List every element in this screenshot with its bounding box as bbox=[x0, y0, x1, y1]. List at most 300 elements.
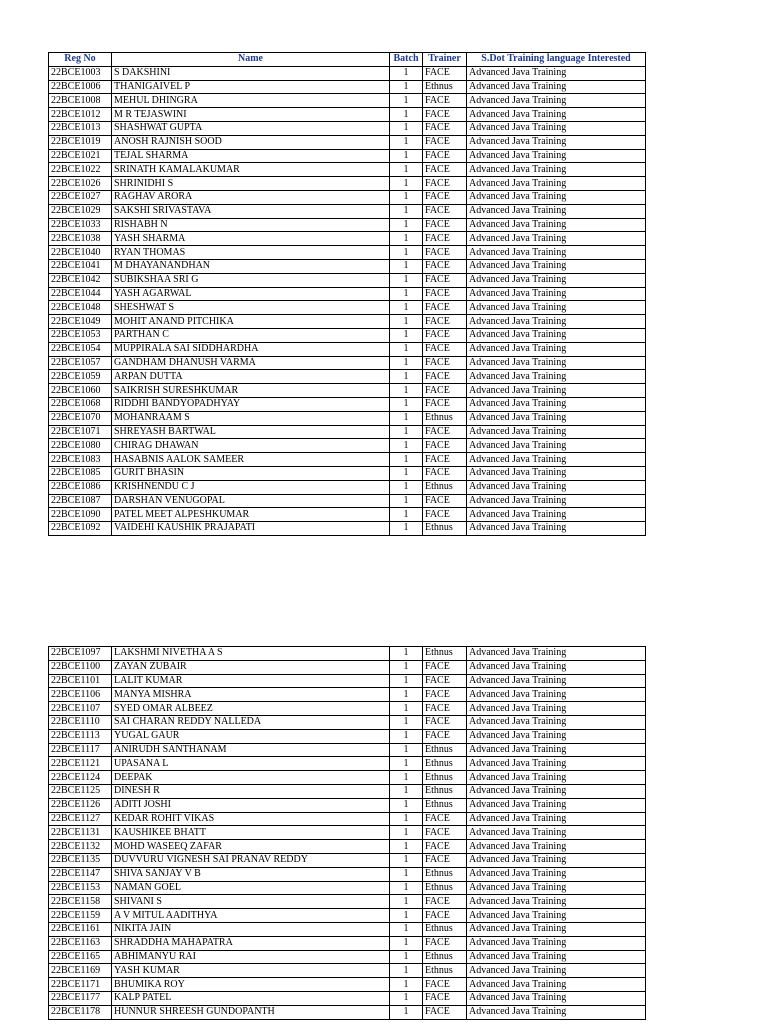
language-cell: Advanced Java Training bbox=[467, 232, 646, 246]
batch-cell: 1 bbox=[390, 397, 423, 411]
batch-cell: 1 bbox=[390, 149, 423, 163]
reg-no-cell: 22BCE1163 bbox=[49, 936, 112, 950]
batch-cell: 1 bbox=[390, 315, 423, 329]
trainer-cell: FACE bbox=[423, 342, 467, 356]
batch-cell: 1 bbox=[390, 135, 423, 149]
name-cell: TEJAL SHARMA bbox=[112, 149, 390, 163]
table-row bbox=[49, 840, 646, 854]
language-cell: Advanced Java Training bbox=[467, 356, 646, 370]
trainer-cell: Ethnus bbox=[423, 881, 467, 895]
language-cell: Advanced Java Training bbox=[467, 867, 646, 881]
name-cell: SHRADDHA MAHAPATRA bbox=[112, 936, 390, 950]
reg-no-cell: 22BCE1080 bbox=[49, 439, 112, 453]
trainer-cell: FACE bbox=[423, 729, 467, 743]
trainer-cell: Ethnus bbox=[423, 647, 467, 661]
reg-no-cell: 22BCE1022 bbox=[49, 163, 112, 177]
trainer-cell: Ethnus bbox=[423, 771, 467, 785]
table-row bbox=[49, 715, 646, 729]
language-cell: Advanced Java Training bbox=[467, 190, 646, 204]
name-cell: ANOSH RAJNISH SOOD bbox=[112, 135, 390, 149]
batch-cell: 1 bbox=[390, 66, 423, 80]
batch-cell: 1 bbox=[390, 466, 423, 480]
name-cell: THANIGAIVEL P bbox=[112, 80, 390, 94]
trainer-cell: FACE bbox=[423, 715, 467, 729]
language-cell: Advanced Java Training bbox=[467, 108, 646, 122]
language-cell: Advanced Java Training bbox=[467, 163, 646, 177]
batch-cell: 1 bbox=[390, 743, 423, 757]
batch-cell: 1 bbox=[390, 867, 423, 881]
reg-no-cell: 22BCE1161 bbox=[49, 922, 112, 936]
name-cell: RAGHAV ARORA bbox=[112, 190, 390, 204]
trainer-cell: FACE bbox=[423, 660, 467, 674]
reg-no-cell: 22BCE1106 bbox=[49, 688, 112, 702]
language-cell: Advanced Java Training bbox=[467, 80, 646, 94]
table-row bbox=[49, 798, 646, 812]
table-row bbox=[49, 370, 646, 384]
language-cell: Advanced Java Training bbox=[467, 480, 646, 494]
batch-cell: 1 bbox=[390, 895, 423, 909]
trainer-cell: Ethnus bbox=[423, 522, 467, 536]
table-row bbox=[49, 978, 646, 992]
batch-cell: 1 bbox=[390, 370, 423, 384]
reg-no-cell: 22BCE1003 bbox=[49, 66, 112, 80]
language-cell: Advanced Java Training bbox=[467, 702, 646, 716]
trainer-cell: FACE bbox=[423, 121, 467, 135]
reg-no-cell: 22BCE1100 bbox=[49, 660, 112, 674]
table-row bbox=[49, 301, 646, 315]
reg-no-cell: 22BCE1044 bbox=[49, 287, 112, 301]
reg-no-cell: 22BCE1127 bbox=[49, 812, 112, 826]
name-cell: M DHAYANANDHAN bbox=[112, 259, 390, 273]
name-cell: DUVVURU VIGNESH SAI PRANAV REDDY bbox=[112, 853, 390, 867]
table-row bbox=[49, 80, 646, 94]
name-cell: RIDDHI BANDYOPADHYAY bbox=[112, 397, 390, 411]
batch-cell: 1 bbox=[390, 425, 423, 439]
name-cell: SHESHWAT S bbox=[112, 301, 390, 315]
language-cell: Advanced Java Training bbox=[467, 715, 646, 729]
batch-cell: 1 bbox=[390, 688, 423, 702]
language-cell: Advanced Java Training bbox=[467, 121, 646, 135]
name-cell: UPASANA L bbox=[112, 757, 390, 771]
batch-cell: 1 bbox=[390, 674, 423, 688]
reg-no-cell: 22BCE1135 bbox=[49, 853, 112, 867]
table-row bbox=[49, 466, 646, 480]
trainer-cell: Ethnus bbox=[423, 784, 467, 798]
reg-no-cell: 22BCE1097 bbox=[49, 647, 112, 661]
table-row bbox=[49, 177, 646, 191]
table-row bbox=[49, 232, 646, 246]
reg-no-cell: 22BCE1126 bbox=[49, 798, 112, 812]
trainer-cell: FACE bbox=[423, 190, 467, 204]
batch-cell: 1 bbox=[390, 909, 423, 923]
name-cell: HUNNUR SHREESH GUNDOPANTH bbox=[112, 1005, 390, 1019]
table-row bbox=[49, 411, 646, 425]
reg-no-cell: 22BCE1042 bbox=[49, 273, 112, 287]
language-cell: Advanced Java Training bbox=[467, 840, 646, 854]
language-cell: Advanced Java Training bbox=[467, 757, 646, 771]
name-cell: CHIRAG DHAWAN bbox=[112, 439, 390, 453]
language-cell: Advanced Java Training bbox=[467, 674, 646, 688]
reg-no-cell: 22BCE1021 bbox=[49, 149, 112, 163]
language-cell: Advanced Java Training bbox=[467, 743, 646, 757]
language-cell: Advanced Java Training bbox=[467, 660, 646, 674]
name-cell: KALP PATEL bbox=[112, 991, 390, 1005]
batch-cell: 1 bbox=[390, 729, 423, 743]
batch-cell: 1 bbox=[390, 798, 423, 812]
reg-no-cell: 22BCE1027 bbox=[49, 190, 112, 204]
language-cell: Advanced Java Training bbox=[467, 909, 646, 923]
reg-no-cell: 22BCE1125 bbox=[49, 784, 112, 798]
language-cell: Advanced Java Training bbox=[467, 204, 646, 218]
table-row bbox=[49, 356, 646, 370]
table-row bbox=[49, 204, 646, 218]
header-trainer: Trainer bbox=[423, 53, 467, 67]
table-row bbox=[49, 163, 646, 177]
name-cell: S DAKSHINI bbox=[112, 66, 390, 80]
header-language: S.Dot Training language Interested bbox=[467, 53, 646, 67]
table-row bbox=[49, 647, 646, 661]
table-row bbox=[49, 991, 646, 1005]
table-row bbox=[49, 384, 646, 398]
training-table-2 bbox=[48, 646, 646, 1020]
language-cell: Advanced Java Training bbox=[467, 466, 646, 480]
trainer-cell: FACE bbox=[423, 397, 467, 411]
language-cell: Advanced Java Training bbox=[467, 950, 646, 964]
language-cell: Advanced Java Training bbox=[467, 315, 646, 329]
reg-no-cell: 22BCE1117 bbox=[49, 743, 112, 757]
table-row bbox=[49, 784, 646, 798]
name-cell: SHASHWAT GUPTA bbox=[112, 121, 390, 135]
reg-no-cell: 22BCE1110 bbox=[49, 715, 112, 729]
language-cell: Advanced Java Training bbox=[467, 978, 646, 992]
table-row bbox=[49, 315, 646, 329]
batch-cell: 1 bbox=[390, 94, 423, 108]
trainer-cell: FACE bbox=[423, 466, 467, 480]
trainer-cell: FACE bbox=[423, 453, 467, 467]
language-cell: Advanced Java Training bbox=[467, 812, 646, 826]
table-row bbox=[49, 522, 646, 536]
language-cell: Advanced Java Training bbox=[467, 66, 646, 80]
name-cell: MUPPIRALA SAI SIDDHARDHA bbox=[112, 342, 390, 356]
batch-cell: 1 bbox=[390, 204, 423, 218]
reg-no-cell: 22BCE1083 bbox=[49, 453, 112, 467]
batch-cell: 1 bbox=[390, 660, 423, 674]
table-row bbox=[49, 853, 646, 867]
reg-no-cell: 22BCE1038 bbox=[49, 232, 112, 246]
reg-no-cell: 22BCE1121 bbox=[49, 757, 112, 771]
language-cell: Advanced Java Training bbox=[467, 853, 646, 867]
name-cell: ANIRUDH SANTHANAM bbox=[112, 743, 390, 757]
trainer-cell: FACE bbox=[423, 674, 467, 688]
batch-cell: 1 bbox=[390, 522, 423, 536]
table-row bbox=[49, 757, 646, 771]
table-row bbox=[49, 453, 646, 467]
name-cell: MOHD WASEEQ ZAFAR bbox=[112, 840, 390, 854]
batch-cell: 1 bbox=[390, 273, 423, 287]
header-batch: Batch bbox=[390, 53, 423, 67]
batch-cell: 1 bbox=[390, 439, 423, 453]
reg-no-cell: 22BCE1159 bbox=[49, 909, 112, 923]
language-cell: Advanced Java Training bbox=[467, 453, 646, 467]
language-cell: Advanced Java Training bbox=[467, 895, 646, 909]
reg-no-cell: 22BCE1090 bbox=[49, 508, 112, 522]
trainer-cell: FACE bbox=[423, 273, 467, 287]
language-cell: Advanced Java Training bbox=[467, 370, 646, 384]
reg-no-cell: 22BCE1086 bbox=[49, 480, 112, 494]
name-cell: MANYA MISHRA bbox=[112, 688, 390, 702]
reg-no-cell: 22BCE1158 bbox=[49, 895, 112, 909]
table-row bbox=[49, 342, 646, 356]
reg-no-cell: 22BCE1107 bbox=[49, 702, 112, 716]
table-row bbox=[49, 328, 646, 342]
name-cell: SRINATH KAMALAKUMAR bbox=[112, 163, 390, 177]
name-cell: LALIT KUMAR bbox=[112, 674, 390, 688]
trainer-cell: FACE bbox=[423, 108, 467, 122]
trainer-cell: FACE bbox=[423, 370, 467, 384]
table-row bbox=[49, 259, 646, 273]
reg-no-cell: 22BCE1171 bbox=[49, 978, 112, 992]
trainer-cell: FACE bbox=[423, 177, 467, 191]
name-cell: DINESH R bbox=[112, 784, 390, 798]
batch-cell: 1 bbox=[390, 232, 423, 246]
table-row bbox=[49, 881, 646, 895]
batch-cell: 1 bbox=[390, 991, 423, 1005]
reg-no-cell: 22BCE1006 bbox=[49, 80, 112, 94]
training-table-1 bbox=[48, 52, 646, 536]
reg-no-cell: 22BCE1054 bbox=[49, 342, 112, 356]
trainer-cell: FACE bbox=[423, 149, 467, 163]
batch-cell: 1 bbox=[390, 840, 423, 854]
name-cell: HASABNIS AALOK SAMEER bbox=[112, 453, 390, 467]
trainer-cell: FACE bbox=[423, 287, 467, 301]
language-cell: Advanced Java Training bbox=[467, 273, 646, 287]
table-row bbox=[49, 950, 646, 964]
reg-no-cell: 22BCE1068 bbox=[49, 397, 112, 411]
batch-cell: 1 bbox=[390, 246, 423, 260]
batch-cell: 1 bbox=[390, 812, 423, 826]
trainer-cell: FACE bbox=[423, 1005, 467, 1019]
table-row bbox=[49, 439, 646, 453]
name-cell: YASH KUMAR bbox=[112, 964, 390, 978]
trainer-cell: FACE bbox=[423, 328, 467, 342]
trainer-cell: Ethnus bbox=[423, 80, 467, 94]
trainer-cell: Ethnus bbox=[423, 480, 467, 494]
language-cell: Advanced Java Training bbox=[467, 328, 646, 342]
name-cell: SAIKRISH SURESHKUMAR bbox=[112, 384, 390, 398]
name-cell: SHREYASH BARTWAL bbox=[112, 425, 390, 439]
batch-cell: 1 bbox=[390, 494, 423, 508]
trainer-cell: FACE bbox=[423, 204, 467, 218]
language-cell: Advanced Java Training bbox=[467, 688, 646, 702]
name-cell: PARTHAN C bbox=[112, 328, 390, 342]
table-row bbox=[49, 964, 646, 978]
language-cell: Advanced Java Training bbox=[467, 301, 646, 315]
table-row bbox=[49, 135, 646, 149]
language-cell: Advanced Java Training bbox=[467, 1005, 646, 1019]
batch-cell: 1 bbox=[390, 259, 423, 273]
reg-no-cell: 22BCE1131 bbox=[49, 826, 112, 840]
batch-cell: 1 bbox=[390, 950, 423, 964]
batch-cell: 1 bbox=[390, 356, 423, 370]
language-cell: Advanced Java Training bbox=[467, 936, 646, 950]
trainer-cell: Ethnus bbox=[423, 757, 467, 771]
reg-no-cell: 22BCE1113 bbox=[49, 729, 112, 743]
trainer-cell: FACE bbox=[423, 384, 467, 398]
reg-no-cell: 22BCE1060 bbox=[49, 384, 112, 398]
trainer-cell: FACE bbox=[423, 135, 467, 149]
trainer-cell: FACE bbox=[423, 315, 467, 329]
name-cell: A V MITUL AADITHYA bbox=[112, 909, 390, 923]
table-row bbox=[49, 729, 646, 743]
language-cell: Advanced Java Training bbox=[467, 881, 646, 895]
reg-no-cell: 22BCE1177 bbox=[49, 991, 112, 1005]
name-cell: SUBIKSHAA SRI G bbox=[112, 273, 390, 287]
trainer-cell: FACE bbox=[423, 853, 467, 867]
batch-cell: 1 bbox=[390, 190, 423, 204]
name-cell: LAKSHMI NIVETHA A S bbox=[112, 647, 390, 661]
language-cell: Advanced Java Training bbox=[467, 259, 646, 273]
reg-no-cell: 22BCE1169 bbox=[49, 964, 112, 978]
trainer-cell: FACE bbox=[423, 439, 467, 453]
language-cell: Advanced Java Training bbox=[467, 826, 646, 840]
name-cell: MOHANRAAM S bbox=[112, 411, 390, 425]
trainer-cell: Ethnus bbox=[423, 950, 467, 964]
reg-no-cell: 22BCE1019 bbox=[49, 135, 112, 149]
language-cell: Advanced Java Training bbox=[467, 494, 646, 508]
trainer-cell: FACE bbox=[423, 702, 467, 716]
name-cell: YUGAL GAUR bbox=[112, 729, 390, 743]
reg-no-cell: 22BCE1053 bbox=[49, 328, 112, 342]
table-row bbox=[49, 688, 646, 702]
language-cell: Advanced Java Training bbox=[467, 218, 646, 232]
trainer-cell: Ethnus bbox=[423, 964, 467, 978]
table-row bbox=[49, 425, 646, 439]
language-cell: Advanced Java Training bbox=[467, 922, 646, 936]
table-row bbox=[49, 1005, 646, 1019]
batch-cell: 1 bbox=[390, 108, 423, 122]
batch-cell: 1 bbox=[390, 715, 423, 729]
name-cell: SHIVANI S bbox=[112, 895, 390, 909]
table-row bbox=[49, 66, 646, 80]
batch-cell: 1 bbox=[390, 384, 423, 398]
language-cell: Advanced Java Training bbox=[467, 439, 646, 453]
table-row bbox=[49, 218, 646, 232]
trainer-cell: FACE bbox=[423, 826, 467, 840]
trainer-cell: Ethnus bbox=[423, 743, 467, 757]
trainer-cell: FACE bbox=[423, 259, 467, 273]
language-cell: Advanced Java Training bbox=[467, 287, 646, 301]
batch-cell: 1 bbox=[390, 978, 423, 992]
language-cell: Advanced Java Training bbox=[467, 771, 646, 785]
table-row bbox=[49, 895, 646, 909]
trainer-cell: Ethnus bbox=[423, 411, 467, 425]
trainer-cell: FACE bbox=[423, 94, 467, 108]
name-cell: NIKITA JAIN bbox=[112, 922, 390, 936]
batch-cell: 1 bbox=[390, 163, 423, 177]
name-cell: M R TEJASWINI bbox=[112, 108, 390, 122]
trainer-cell: FACE bbox=[423, 812, 467, 826]
batch-cell: 1 bbox=[390, 328, 423, 342]
name-cell: DARSHAN VENUGOPAL bbox=[112, 494, 390, 508]
trainer-cell: FACE bbox=[423, 425, 467, 439]
reg-no-cell: 22BCE1029 bbox=[49, 204, 112, 218]
reg-no-cell: 22BCE1153 bbox=[49, 881, 112, 895]
batch-cell: 1 bbox=[390, 771, 423, 785]
language-cell: Advanced Java Training bbox=[467, 729, 646, 743]
batch-cell: 1 bbox=[390, 936, 423, 950]
trainer-cell: FACE bbox=[423, 909, 467, 923]
name-cell: ABHIMANYU RAI bbox=[112, 950, 390, 964]
name-cell: YASH SHARMA bbox=[112, 232, 390, 246]
reg-no-cell: 22BCE1092 bbox=[49, 522, 112, 536]
table-row bbox=[49, 508, 646, 522]
language-cell: Advanced Java Training bbox=[467, 149, 646, 163]
name-cell: MOHIT ANAND PITCHIKA bbox=[112, 315, 390, 329]
language-cell: Advanced Java Training bbox=[467, 784, 646, 798]
name-cell: NAMAN GOEL bbox=[112, 881, 390, 895]
table-row bbox=[49, 771, 646, 785]
language-cell: Advanced Java Training bbox=[467, 411, 646, 425]
name-cell: SAKSHI SRIVASTAVA bbox=[112, 204, 390, 218]
trainer-cell: FACE bbox=[423, 840, 467, 854]
name-cell: ADITI JOSHI bbox=[112, 798, 390, 812]
reg-no-cell: 22BCE1165 bbox=[49, 950, 112, 964]
trainer-cell: Ethnus bbox=[423, 798, 467, 812]
reg-no-cell: 22BCE1059 bbox=[49, 370, 112, 384]
table-row bbox=[49, 397, 646, 411]
reg-no-cell: 22BCE1087 bbox=[49, 494, 112, 508]
table-row bbox=[49, 121, 646, 135]
reg-no-cell: 22BCE1033 bbox=[49, 218, 112, 232]
table-row bbox=[49, 273, 646, 287]
name-cell: GURIT BHASIN bbox=[112, 466, 390, 480]
table-row bbox=[49, 494, 646, 508]
trainer-cell: FACE bbox=[423, 508, 467, 522]
table-row bbox=[49, 826, 646, 840]
language-cell: Advanced Java Training bbox=[467, 991, 646, 1005]
name-cell: PATEL MEET ALPESHKUMAR bbox=[112, 508, 390, 522]
table-2-body bbox=[49, 647, 646, 1020]
trainer-cell: FACE bbox=[423, 991, 467, 1005]
table-row bbox=[49, 246, 646, 260]
batch-cell: 1 bbox=[390, 342, 423, 356]
name-cell: DEEPAK bbox=[112, 771, 390, 785]
table-1-body bbox=[49, 66, 646, 535]
name-cell: RYAN THOMAS bbox=[112, 246, 390, 260]
trainer-cell: FACE bbox=[423, 163, 467, 177]
trainer-cell: Ethnus bbox=[423, 867, 467, 881]
batch-cell: 1 bbox=[390, 757, 423, 771]
header-name: Name bbox=[112, 53, 390, 67]
name-cell: GANDHAM DHANUSH VARMA bbox=[112, 356, 390, 370]
name-cell: KEDAR ROHIT VIKAS bbox=[112, 812, 390, 826]
reg-no-cell: 22BCE1132 bbox=[49, 840, 112, 854]
table-row bbox=[49, 743, 646, 757]
reg-no-cell: 22BCE1048 bbox=[49, 301, 112, 315]
language-cell: Advanced Java Training bbox=[467, 397, 646, 411]
language-cell: Advanced Java Training bbox=[467, 94, 646, 108]
trainer-cell: FACE bbox=[423, 936, 467, 950]
language-cell: Advanced Java Training bbox=[467, 798, 646, 812]
batch-cell: 1 bbox=[390, 177, 423, 191]
trainer-cell: FACE bbox=[423, 356, 467, 370]
header-reg-no: Reg No bbox=[49, 53, 112, 67]
reg-no-cell: 22BCE1040 bbox=[49, 246, 112, 260]
reg-no-cell: 22BCE1070 bbox=[49, 411, 112, 425]
batch-cell: 1 bbox=[390, 881, 423, 895]
name-cell: MEHUL DHINGRA bbox=[112, 94, 390, 108]
table-row bbox=[49, 909, 646, 923]
